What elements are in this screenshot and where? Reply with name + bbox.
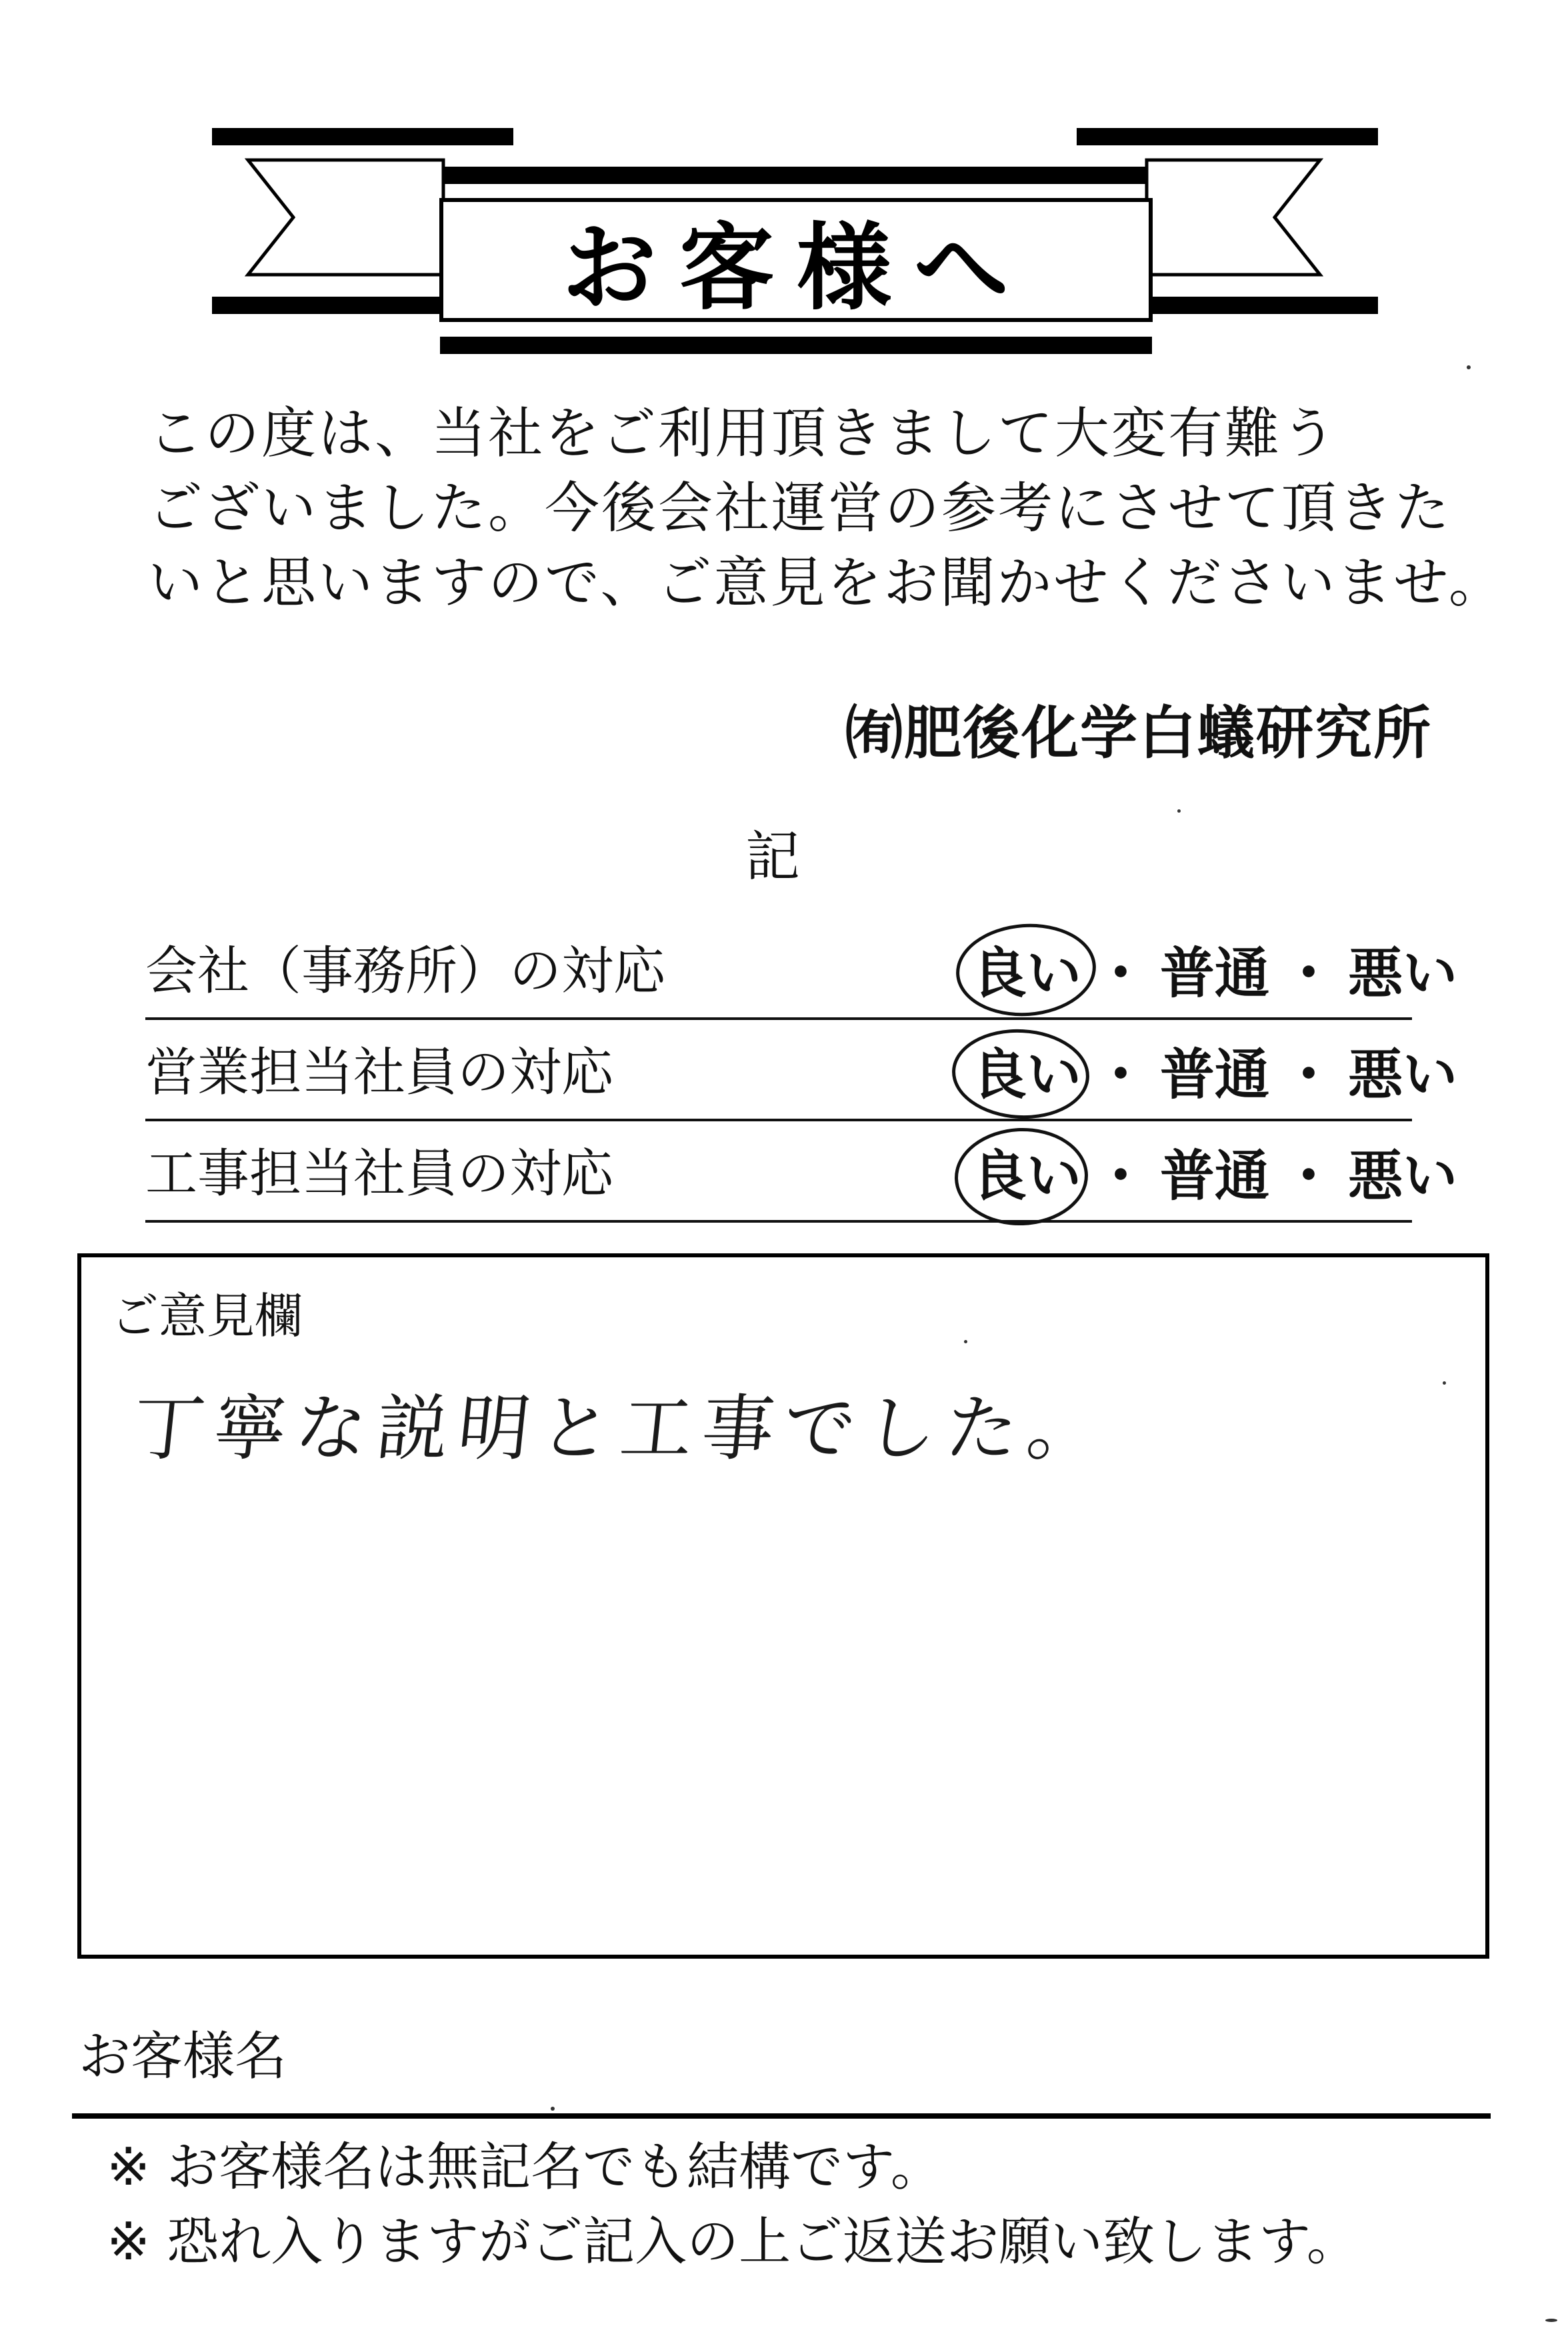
ki-heading: 記 (745, 825, 801, 889)
option-normal[interactable]: 普通 (1160, 1043, 1270, 1107)
comment-box[interactable] (77, 1253, 1489, 1959)
rating-row-sales (145, 1021, 1458, 1121)
intro-line: ございました。今後会社運営の参考にさせて頂きた (148, 477, 1452, 540)
scan-speck (1467, 365, 1471, 369)
intro-line: いと思いますので、ご意見をお聞かせくださいませ。 (148, 551, 1505, 615)
option-good[interactable]: 良い (972, 1145, 1082, 1208)
scan-speck (1545, 2319, 1557, 2322)
rating-label: 営業担当社員の対応 (145, 1043, 614, 1103)
banner-title: お客様へ (562, 213, 1031, 323)
handwritten-comment: 丁寧な説明と工事でした。 (128, 1387, 1113, 1471)
rating-options: 良い ・ 普通 ・ 悪い (972, 942, 1458, 1005)
customer-name-line[interactable] (72, 2113, 1491, 2119)
rating-label: 会社（事務所）の対応 (145, 941, 666, 1001)
rating-divider (145, 1220, 1412, 1223)
option-normal[interactable]: 普通 (1160, 1145, 1270, 1208)
rating-options: 良い ・ 普通 ・ 悪い (972, 1043, 1458, 1107)
rating-options: 良い ・ 普通 ・ 悪い (972, 1145, 1458, 1208)
intro-line: この度は、当社をご利用頂きまして大変有難う (148, 402, 1339, 465)
rating-divider (145, 1017, 1412, 1020)
rating-divider (145, 1119, 1412, 1121)
option-normal[interactable]: 普通 (1160, 942, 1270, 1005)
rating-label: 工事担当社員の対応 (145, 1144, 614, 1204)
note-line: ※ お客様名は無記名でも結構です。 (107, 2137, 943, 2197)
scan-speck (551, 2107, 555, 2111)
rating-row-construction (145, 1123, 1458, 1223)
note-line: ※ 恐れ入りますがご記入の上ご返送お願い致します。 (107, 2212, 1359, 2272)
option-good[interactable]: 良い (972, 942, 1082, 1005)
scan-speck (1443, 1381, 1446, 1385)
notes (107, 2130, 1359, 2279)
option-bad[interactable]: 悪い (1348, 1145, 1458, 1208)
company-name: ㈲肥後化学白蟻研究所 (845, 700, 1432, 767)
option-good[interactable]: 良い (972, 1043, 1082, 1107)
intro-paragraph (148, 397, 1505, 621)
rating-row-company (145, 920, 1458, 1020)
comment-label: ご意見欄 (111, 1288, 303, 1344)
scan-speck (1177, 809, 1181, 813)
scan-speck (964, 1340, 967, 1343)
option-bad[interactable]: 悪い (1348, 942, 1458, 1005)
customer-name-label: お客様名 (79, 2027, 287, 2087)
option-bad[interactable]: 悪い (1348, 1043, 1458, 1107)
